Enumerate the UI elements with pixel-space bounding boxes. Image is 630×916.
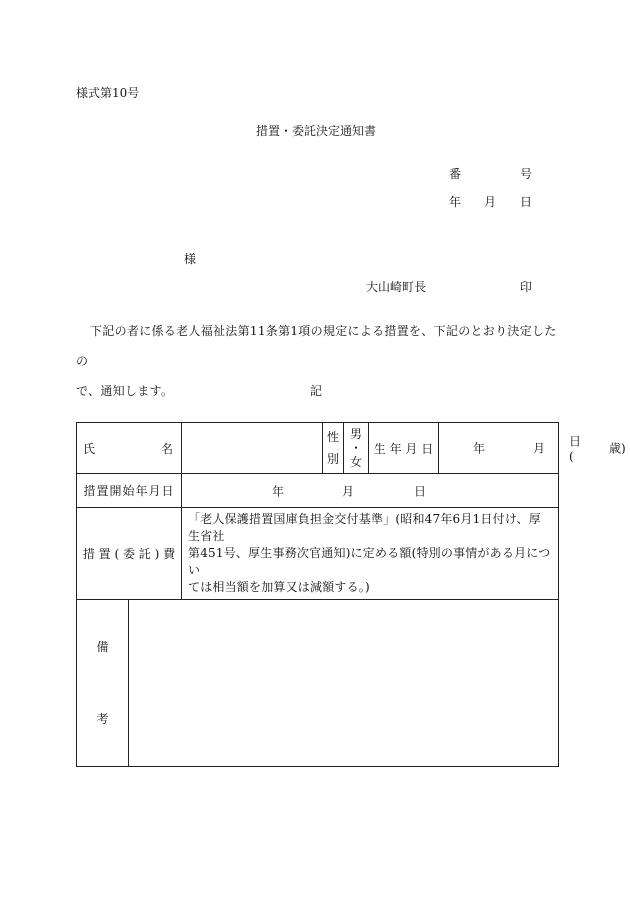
sex-label-1: 性 xyxy=(326,430,339,444)
ki-heading: 記 xyxy=(309,384,323,398)
start-date-row xyxy=(77,474,559,508)
start-date-label: 措置開始年月日 xyxy=(83,484,175,498)
number-suffix: 号 xyxy=(520,167,533,181)
dob-label-cell xyxy=(369,423,439,474)
sex-male: 男 xyxy=(349,427,362,441)
start-date-value-cell xyxy=(182,474,559,508)
sex-separator: ・ xyxy=(349,441,362,455)
name-value-cell xyxy=(182,423,323,474)
body-line-1: 下記の者に係る老人福祉法第11条第1項の規定による措置を、下記のとおり決定したの xyxy=(76,324,557,368)
start-year: 年 xyxy=(272,484,285,498)
cost-line-2: 第451号、厚生事務次官通知)に定める額(特別の事情がある月につい xyxy=(188,546,551,577)
remarks-label-cell xyxy=(77,600,129,767)
recipient-suffix: 様 xyxy=(184,252,197,266)
date-day-label: 日 xyxy=(520,195,533,209)
sex-options-cell xyxy=(344,423,369,474)
issuer-name: 大山崎町長 xyxy=(366,280,427,294)
start-date-label-cell xyxy=(77,474,182,508)
name-label-2: 名 xyxy=(160,441,173,456)
remarks-value-cell xyxy=(129,600,559,767)
start-month: 月 xyxy=(342,484,355,498)
dob-year: 年 xyxy=(473,441,486,456)
dob-value-cell xyxy=(439,423,626,474)
sex-label-2: 別 xyxy=(326,452,339,466)
body-line-2: で、通知します。 xyxy=(76,384,174,398)
name-label-cell xyxy=(77,423,182,474)
name-row xyxy=(77,423,559,474)
cost-row xyxy=(77,508,559,600)
sex-label-cell xyxy=(323,423,344,474)
dob-label: 生 年 月 日 xyxy=(373,441,434,456)
number-label: 番 xyxy=(449,167,462,181)
dob-month: 月 xyxy=(533,441,546,456)
form-number: 様式第10号 xyxy=(76,86,140,100)
cost-label-cell xyxy=(77,508,182,600)
remarks-row xyxy=(77,600,559,767)
cost-description-cell xyxy=(182,508,559,600)
document-title: 措置・委託決定通知書 xyxy=(255,124,377,138)
date-year-label: 年 xyxy=(449,195,462,209)
cost-label: 措 置 ( 委 託 ) 費 xyxy=(82,547,176,561)
remarks-label-1: 備 xyxy=(96,640,109,654)
dob-day: 日( xyxy=(569,434,582,464)
name-label-1: 氏 xyxy=(83,441,96,456)
remarks-label-2: 考 xyxy=(96,712,109,726)
sex-female: 女 xyxy=(349,455,362,469)
notice-table xyxy=(76,422,626,767)
cost-line-3: ては相当額を加算又は減額する。) xyxy=(188,580,370,594)
seal-mark: 印 xyxy=(520,280,533,294)
dob-age: 歳) xyxy=(609,441,626,456)
date-month-label: 月 xyxy=(484,195,497,209)
cost-line-1: 「老人保護措置国庫負担金交付基準」(昭和47年6月1日付け、厚生省社 xyxy=(188,512,541,543)
start-day: 日 xyxy=(414,484,427,498)
